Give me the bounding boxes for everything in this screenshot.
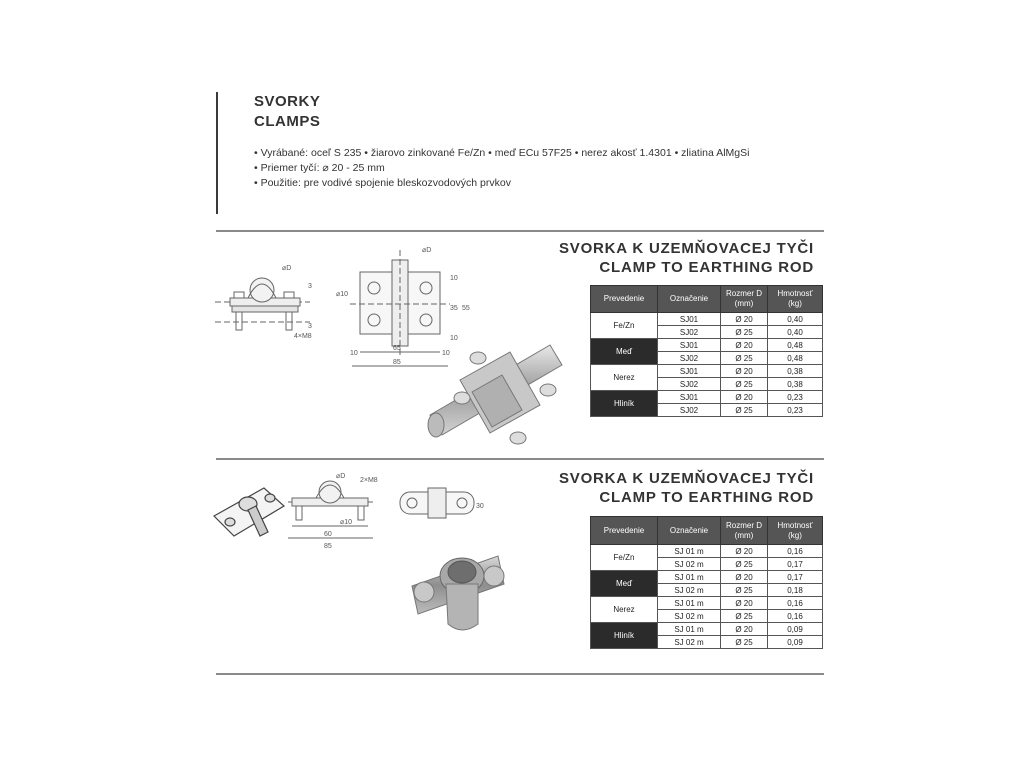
dim-2xm8: 2×M8 xyxy=(360,477,378,484)
clamp-front-view xyxy=(288,481,373,538)
code-cell: SJ01 xyxy=(658,391,721,404)
variant-cell-fezn: Fe/Zn xyxy=(591,313,658,339)
table-row xyxy=(591,571,823,584)
col-header-variant: Prevedenie xyxy=(591,286,658,313)
dim-3b: 3 xyxy=(308,323,312,330)
section2-title xyxy=(559,469,814,507)
code-cell: SJ01 xyxy=(658,339,721,352)
dim-10d: 10 xyxy=(442,350,450,357)
col-header-code: Označenie xyxy=(658,286,721,313)
section2-spec-table xyxy=(590,516,823,649)
clamp-product-photo xyxy=(412,556,504,630)
dim-10a: 10 xyxy=(450,275,458,282)
table-row xyxy=(591,365,823,378)
footer-separator xyxy=(216,673,824,675)
code-cell: SJ 02 m xyxy=(658,610,721,623)
section1-technical-drawing xyxy=(210,240,570,450)
size-cell: Ø 20 xyxy=(721,597,768,610)
table-row xyxy=(591,391,823,404)
bullet-material: • Vyrábané: oceľ S 235 • žiarovo zinkované Fe/Zn • meď ECu 57F25 • nerez akosť 1.4301 • zliatina AlMgSi xyxy=(254,147,750,159)
variant-cell-med: Meď xyxy=(591,571,658,597)
code-cell: SJ02 xyxy=(658,352,721,365)
dim-phi-d: ⌀D xyxy=(336,473,346,480)
weight-cell: 0,40 xyxy=(768,326,823,339)
weight-cell: 0,48 xyxy=(768,352,823,365)
code-cell: SJ 02 m xyxy=(658,558,721,571)
size-cell: Ø 25 xyxy=(721,326,768,339)
size-cell: Ø 25 xyxy=(721,404,768,417)
section2-title-en: CLAMP TO EARTHING ROD xyxy=(599,489,814,506)
col-header-variant: Prevedenie xyxy=(591,517,658,545)
weight-cell: 0,17 xyxy=(768,558,823,571)
section1-title-en: CLAMP TO EARTHING ROD xyxy=(599,259,814,276)
code-cell: SJ01 xyxy=(658,313,721,326)
size-cell: Ø 25 xyxy=(721,636,768,649)
table-row xyxy=(591,313,823,326)
weight-cell: 0,38 xyxy=(768,365,823,378)
section2-technical-drawing xyxy=(208,466,508,666)
dim-35: 35 xyxy=(450,305,458,312)
col-header-size: Rozmer D (mm) xyxy=(721,517,768,545)
col-header-size: Rozmer D (mm) xyxy=(721,286,768,313)
dim-phi10: ⌀10 xyxy=(340,519,353,526)
weight-cell: 0,23 xyxy=(768,391,823,404)
code-cell: SJ 02 m xyxy=(658,636,721,649)
variant-cell-hlinik: Hliník xyxy=(591,623,658,649)
dim-10b: 10 xyxy=(450,335,458,342)
size-cell: Ø 20 xyxy=(721,365,768,378)
bullet-usage: • Použitie: pre vodivé spojenie bleskozvodových prvkov xyxy=(254,177,511,189)
section1-title-sk: SVORKA K UZEMŇOVACEJ TYČI xyxy=(558,240,814,257)
table-row xyxy=(591,623,823,636)
dim-65: 65 xyxy=(393,345,401,352)
clamp-top-view xyxy=(400,488,474,518)
size-cell: Ø 25 xyxy=(721,610,768,623)
code-cell: SJ 01 m xyxy=(658,571,721,584)
weight-cell: 0,09 xyxy=(768,636,823,649)
code-cell: SJ01 xyxy=(658,365,721,378)
size-cell: Ø 20 xyxy=(721,339,768,352)
variant-cell-fezn: Fe/Zn xyxy=(591,545,658,571)
clamp-side-view xyxy=(215,278,310,330)
dim-10c: 10 xyxy=(350,350,358,357)
bullet-diameter: • Priemer tyčí: ⌀ 20 - 25 mm xyxy=(254,162,385,174)
size-cell: Ø 25 xyxy=(721,378,768,391)
weight-cell: 0,48 xyxy=(768,339,823,352)
col-header-weight: Hmotnosť (kg) xyxy=(768,517,823,545)
size-cell: Ø 20 xyxy=(721,623,768,636)
dim-3: 3 xyxy=(308,283,312,290)
weight-cell: 0,16 xyxy=(768,597,823,610)
variant-cell-med: Meď xyxy=(591,339,658,365)
code-cell: SJ 01 m xyxy=(658,597,721,610)
clamp-product-photo xyxy=(428,345,562,444)
code-cell: SJ02 xyxy=(658,378,721,391)
dim-30: 30 xyxy=(476,503,484,510)
code-cell: SJ 01 m xyxy=(658,545,721,558)
feature-bullets xyxy=(254,146,749,191)
col-header-code: Označenie xyxy=(658,517,721,545)
weight-cell: 0,40 xyxy=(768,313,823,326)
table-row xyxy=(591,597,823,610)
dim-85: 85 xyxy=(393,359,401,366)
page-title-en: CLAMPS xyxy=(254,113,321,130)
dim-phi-d-top: ⌀D xyxy=(422,247,432,254)
code-cell: SJ02 xyxy=(658,326,721,339)
size-cell: Ø 20 xyxy=(721,571,768,584)
size-cell: Ø 20 xyxy=(721,391,768,404)
table-row xyxy=(591,545,823,558)
dim-55: 55 xyxy=(462,305,470,312)
dim-4xm8: 4×M8 xyxy=(294,333,312,340)
weight-cell: 0,17 xyxy=(768,571,823,584)
weight-cell: 0,09 xyxy=(768,623,823,636)
section1-separator xyxy=(216,230,824,232)
weight-cell: 0,16 xyxy=(768,545,823,558)
code-cell: SJ 01 m xyxy=(658,623,721,636)
size-cell: Ø 25 xyxy=(721,584,768,597)
size-cell: Ø 25 xyxy=(721,352,768,365)
section2-separator xyxy=(216,458,824,460)
page-title-sk: SVORKY xyxy=(254,93,321,110)
dim-phi10: ⌀10 xyxy=(336,291,349,298)
code-cell: SJ02 xyxy=(658,404,721,417)
variant-cell-nerez: Nerez xyxy=(591,597,658,623)
weight-cell: 0,18 xyxy=(768,584,823,597)
variant-cell-nerez: Nerez xyxy=(591,365,658,391)
clamp-small-sketch xyxy=(214,488,284,536)
size-cell: Ø 20 xyxy=(721,313,768,326)
weight-cell: 0,23 xyxy=(768,404,823,417)
weight-cell: 0,16 xyxy=(768,610,823,623)
variant-cell-hlinik: Hliník xyxy=(591,391,658,417)
size-cell: Ø 20 xyxy=(721,545,768,558)
code-cell: SJ 02 m xyxy=(658,584,721,597)
section2-title-sk: SVORKA K UZEMŇOVACEJ TYČI xyxy=(558,470,814,487)
dim-60: 60 xyxy=(324,531,332,538)
weight-cell: 0,38 xyxy=(768,378,823,391)
dim-85: 85 xyxy=(324,543,332,550)
section1-title xyxy=(559,239,814,277)
dim-phi-d-side: ⌀D xyxy=(282,265,292,272)
col-header-weight: Hmotnosť (kg) xyxy=(768,286,823,313)
header-vertical-rule xyxy=(216,92,218,214)
table-row xyxy=(591,339,823,352)
section1-spec-table xyxy=(590,285,823,417)
size-cell: Ø 25 xyxy=(721,558,768,571)
